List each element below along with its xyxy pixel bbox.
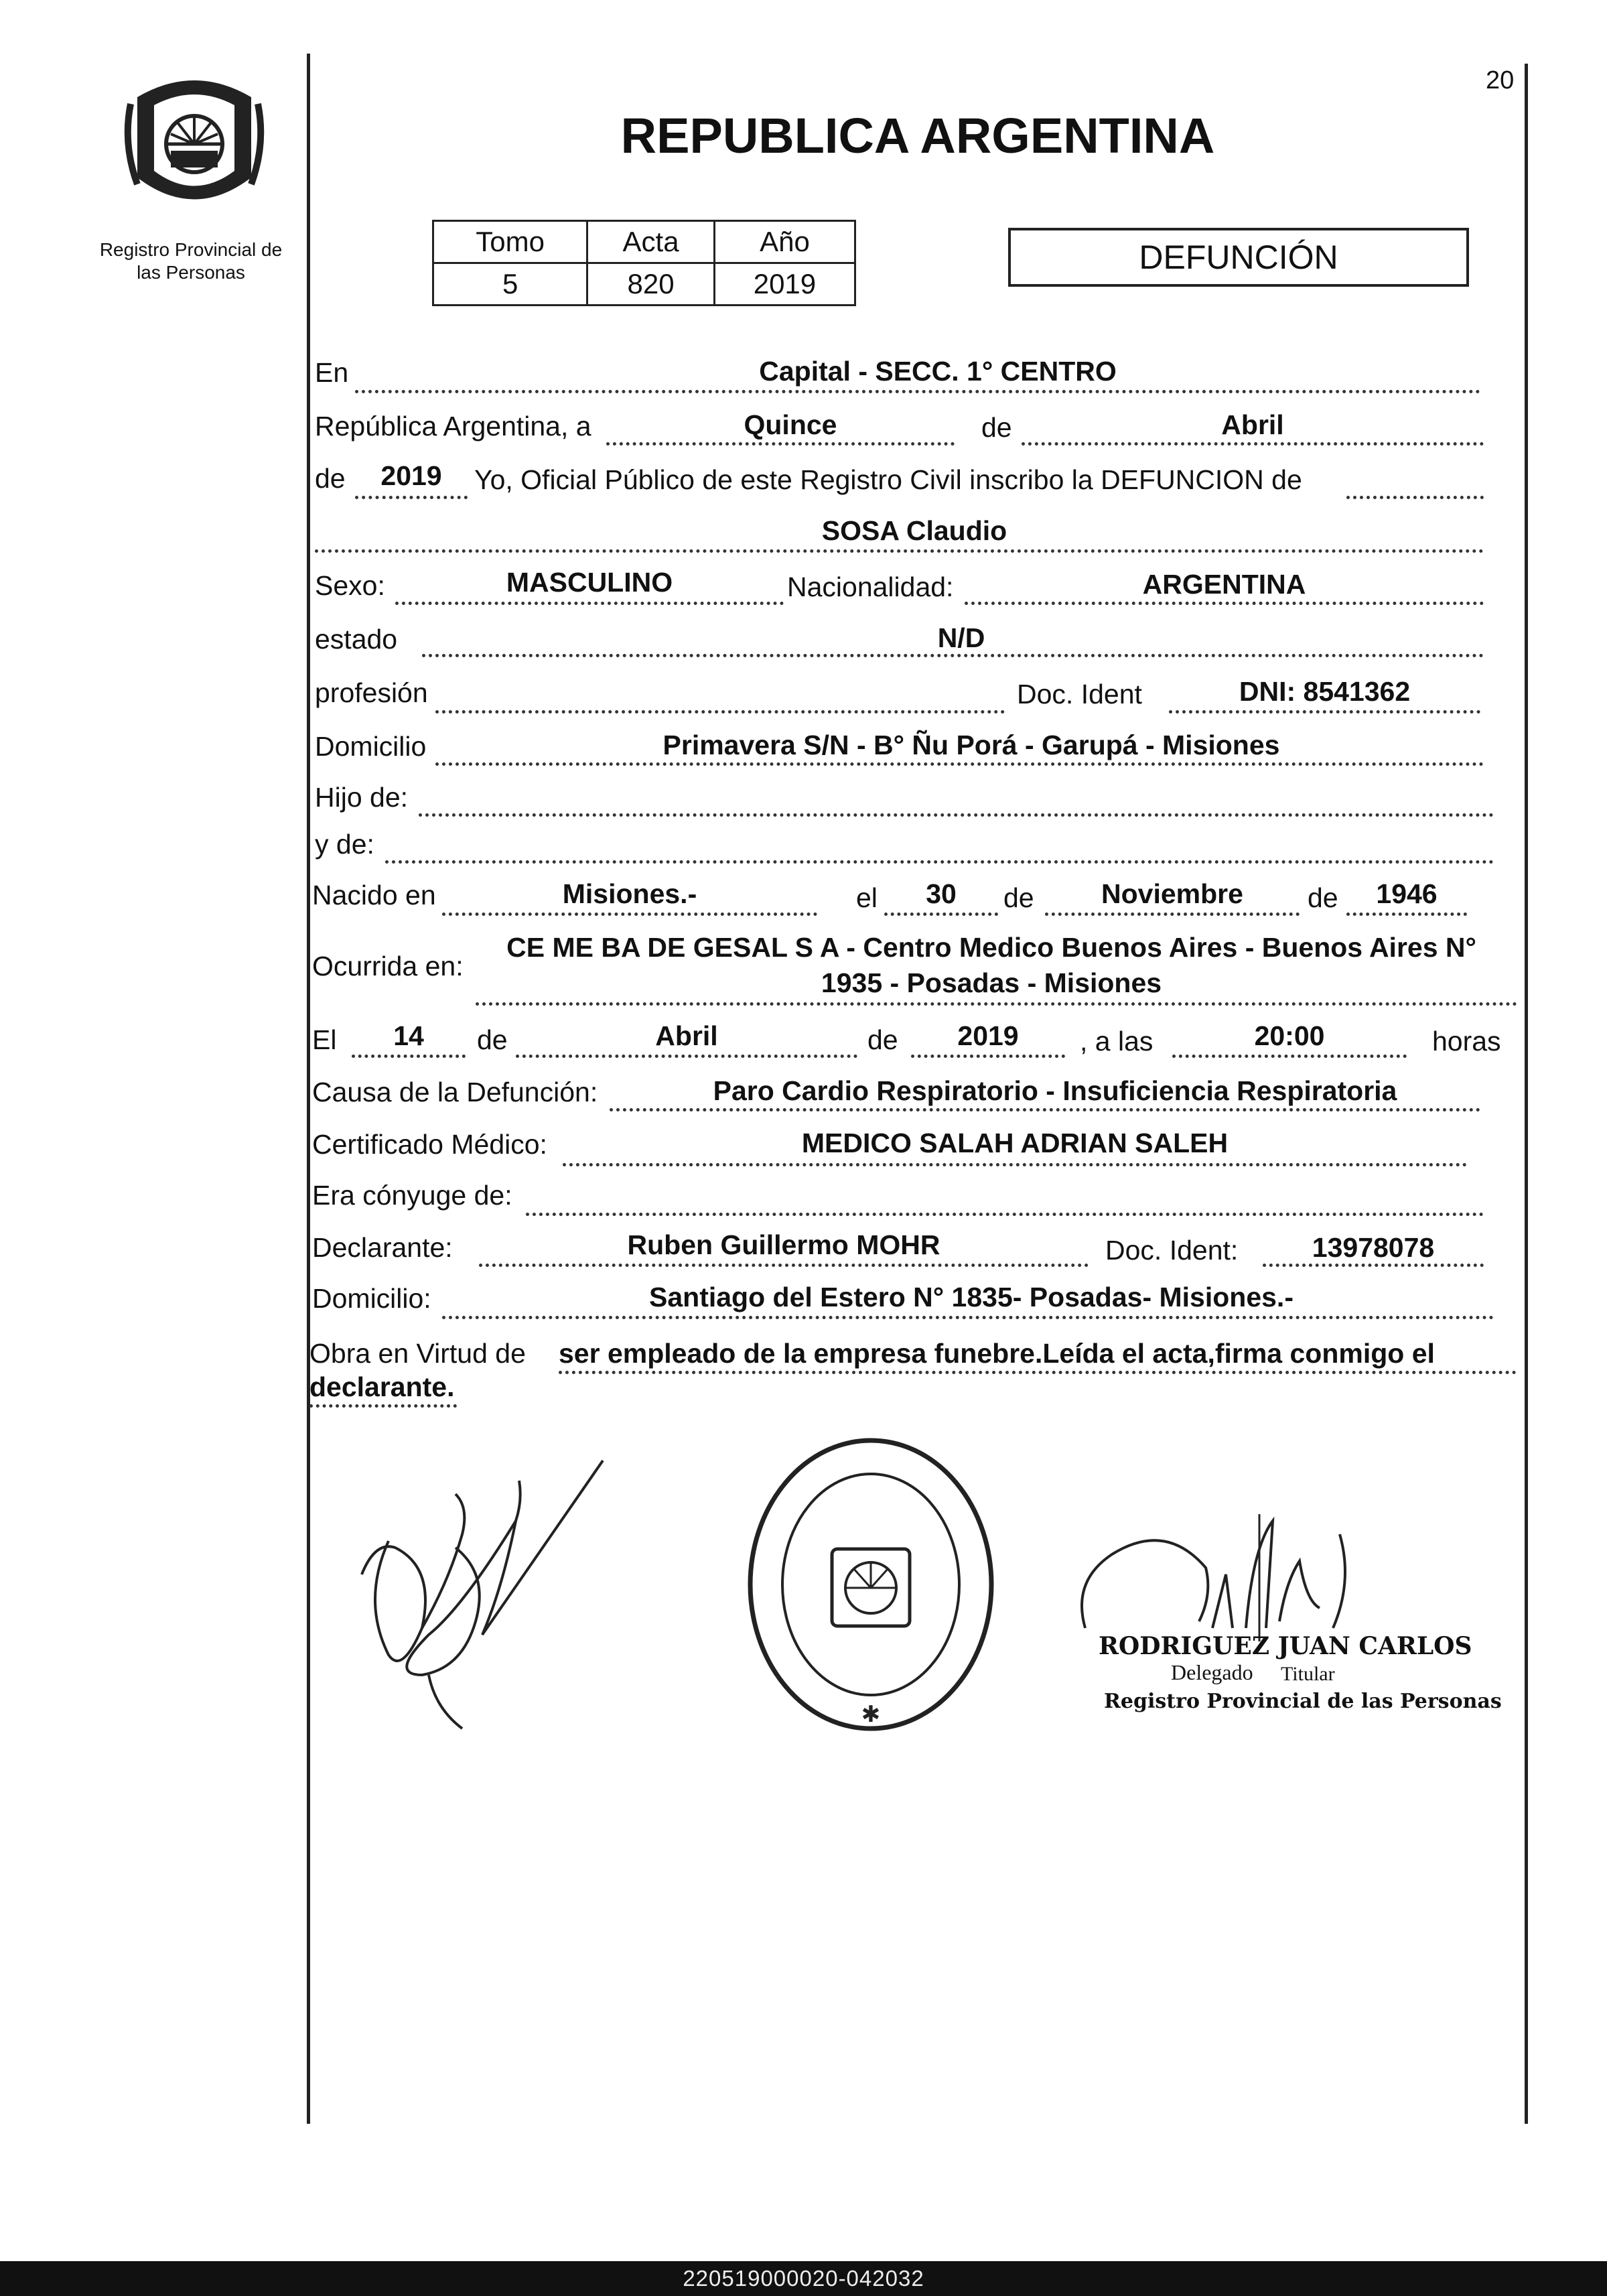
label-y-de: y de: — [315, 829, 374, 860]
value-dia-texto: Quince — [744, 409, 837, 440]
label-nacido-en: Nacido en — [312, 880, 436, 910]
label-domicilio: Domicilio — [315, 731, 427, 762]
value-certificado: MEDICO SALAH ADRIAN SALEH — [801, 1128, 1229, 1158]
value-anio: 2019 — [380, 460, 442, 491]
label-profesion: profesión — [315, 677, 428, 708]
value-fallec-anio: 2019 — [957, 1020, 1019, 1051]
dots-mes — [1022, 442, 1484, 446]
dots-domicilio — [435, 762, 1484, 766]
label-yo-text: Yo, Oficial Público de este Registro Civil inscribo la DEFUNCION de — [474, 464, 1302, 495]
label-causa: Causa de la Defunción: — [312, 1077, 598, 1107]
label-de-nac2: de — [1308, 882, 1338, 913]
table-value-acta: 820 — [587, 263, 715, 306]
value-declarante-domicilio: Santiago del Estero N° 1835- Posadas- Misiones.- — [649, 1282, 1294, 1312]
value-ocurrida-linea1: CE ME BA DE GESAL S A - Centro Medico Buenos Aires - Buenos Aires N° — [506, 932, 1476, 963]
dots-nacido-anio — [1346, 913, 1467, 916]
label-horas: horas — [1432, 1026, 1501, 1057]
table-value-anio: 2019 — [714, 263, 855, 306]
dots-dia — [606, 442, 955, 446]
dots-nacido-dia — [884, 913, 998, 916]
table-header-acta: Acta — [587, 221, 715, 263]
dots-ocurrida — [476, 1002, 1517, 1006]
document-barcode-id: 220519000020-042032 — [0, 2261, 1607, 2296]
label-de-f2: de — [867, 1024, 898, 1055]
act-type-box: DEFUNCIÓN — [1008, 228, 1469, 287]
label-a-las: , a las — [1080, 1026, 1154, 1057]
label-de-nac1: de — [1003, 882, 1034, 913]
dots-fallec-anio — [911, 1055, 1065, 1058]
dots-declarante — [479, 1264, 1089, 1267]
record-table — [432, 220, 856, 306]
dots-nacionalidad — [965, 602, 1484, 605]
value-lugar: Capital - SECC. 1° CENTRO — [759, 356, 1117, 387]
dots-conyuge — [526, 1213, 1484, 1216]
label-conyuge: Era cónyuge de: — [312, 1180, 512, 1211]
label-hijo-de: Hijo de: — [315, 782, 409, 813]
dots-fallec-hora — [1172, 1055, 1407, 1058]
label-ocurrida-en: Ocurrida en: — [312, 951, 464, 982]
label-estado: estado — [315, 624, 398, 655]
table-header-tomo: Tomo — [433, 221, 587, 263]
official-title-delegado: Delegado — [1171, 1660, 1253, 1684]
dots-obra — [559, 1371, 1517, 1374]
label-de-mes: de — [981, 412, 1012, 443]
dots-certificado — [563, 1163, 1467, 1166]
dots-declarante-domicilio — [442, 1316, 1494, 1319]
dots-lugar — [355, 390, 1480, 393]
value-estado: N/D — [937, 622, 985, 653]
declarant-signature — [348, 1454, 630, 1735]
value-declarante-doc: 13978078 — [1312, 1232, 1435, 1263]
dots-fallec-dia — [352, 1055, 466, 1058]
svg-text:✱: ✱ — [861, 1701, 881, 1728]
dots-dni — [1169, 710, 1480, 714]
label-de-f1: de — [477, 1024, 508, 1055]
value-fallec-dia: 14 — [393, 1020, 424, 1051]
page-number: 20 — [1486, 66, 1515, 94]
registry-name-line1: Registro Provincial de — [99, 239, 283, 260]
dots-fallec-mes — [516, 1055, 857, 1058]
value-ocurrida-linea2: 1935 - Posadas - Misiones — [821, 967, 1162, 998]
label-domicilio2: Domicilio: — [312, 1283, 431, 1314]
province-emblem — [124, 64, 265, 224]
dots-estado — [422, 654, 1484, 657]
label-el: el — [856, 882, 878, 913]
left-margin-rule — [307, 54, 310, 2124]
official-organization: Registro Provincial de las Personas — [1104, 1690, 1502, 1713]
label-doc-ident2: Doc. Ident: — [1105, 1235, 1239, 1266]
official-title-titular: Titular — [1281, 1663, 1335, 1685]
right-margin-rule — [1525, 64, 1528, 2124]
value-nacionalidad: ARGENTINA — [1142, 569, 1306, 600]
label-obra: Obra en Virtud de — [309, 1338, 526, 1369]
dots-profesion — [435, 710, 1005, 714]
dots-nombre-a — [1346, 496, 1484, 499]
official-signature — [1072, 1507, 1420, 1641]
label-de-anio: de — [315, 463, 346, 494]
value-nacido-lugar: Misiones.- — [562, 878, 697, 909]
label-sexo: Sexo: — [315, 570, 385, 601]
dots-nacido-lugar — [442, 913, 817, 916]
country-title: REPUBLICA ARGENTINA — [620, 108, 1215, 163]
table-value-tomo: 5 — [433, 263, 587, 306]
label-declarante: Declarante: — [312, 1232, 453, 1263]
label-republica: República Argentina, a — [315, 411, 591, 442]
dots-y-de — [385, 860, 1494, 864]
label-doc-ident: Doc. Ident — [1017, 679, 1142, 710]
value-domicilio: Primavera S/N - B° Ñu Porá - Garupá - Misiones — [662, 730, 1280, 760]
dots-nombre — [315, 549, 1484, 553]
value-nombre: SOSA Claudio — [821, 515, 1007, 546]
value-fallec-hora: 20:00 — [1254, 1020, 1325, 1051]
value-obra-linea2: declarante. — [309, 1371, 455, 1402]
dots-hijo-de — [419, 813, 1494, 817]
dots-causa — [610, 1108, 1480, 1111]
value-obra-linea1: ser empleado de la empresa funebre.Leída el acta,firma conmigo el — [559, 1338, 1435, 1369]
value-mes-texto: Abril — [1221, 409, 1284, 440]
value-nacido-anio: 1946 — [1376, 878, 1438, 909]
value-sexo: MASCULINO — [506, 567, 673, 598]
value-fallec-mes: Abril — [655, 1020, 718, 1051]
value-nacido-mes: Noviembre — [1101, 878, 1243, 909]
value-nacido-dia: 30 — [926, 878, 957, 909]
value-dni: DNI: 8541362 — [1239, 676, 1411, 707]
value-causa: Paro Cardio Respiratorio - Insuficiencia Respiratoria — [713, 1075, 1397, 1106]
label-certificado: Certificado Médico: — [312, 1129, 547, 1160]
dots-sexo — [395, 602, 784, 605]
dots-obra2 — [309, 1404, 457, 1408]
official-seal — [744, 1434, 998, 1735]
label-nacionalidad: Nacionalidad: — [787, 571, 954, 602]
registry-name-line2: las Personas — [137, 262, 245, 283]
label-en: En — [315, 357, 349, 388]
label-el-fallec: El — [312, 1024, 337, 1055]
dots-declarante-doc — [1263, 1264, 1484, 1267]
dots-nacido-mes — [1045, 913, 1300, 916]
official-name: RODRIGUEZ JUAN CARLOS — [1099, 1632, 1472, 1660]
dots-anio — [355, 496, 468, 499]
table-header-anio: Año — [714, 221, 855, 263]
value-declarante: Ruben Guillermo MOHR — [627, 1229, 940, 1260]
